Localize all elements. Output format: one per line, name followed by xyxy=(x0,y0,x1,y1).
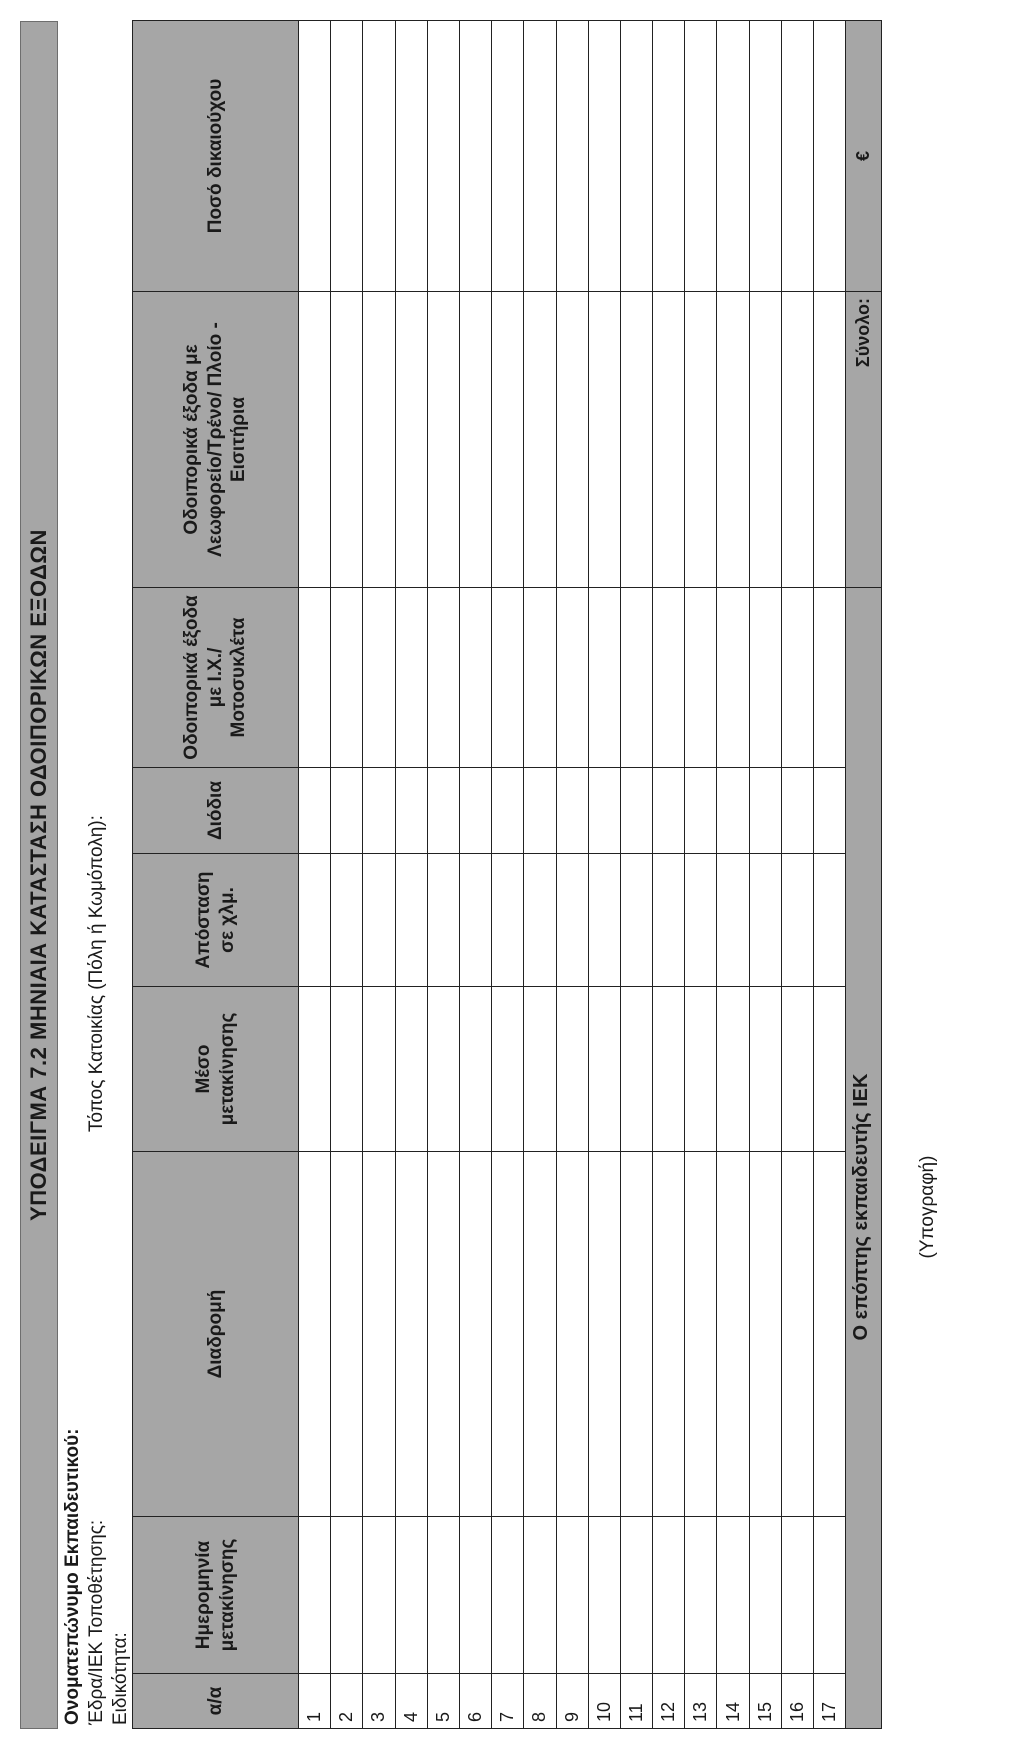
row-number-cell: 11 xyxy=(620,1674,652,1729)
table-row xyxy=(363,21,395,1729)
entry-cell[interactable] xyxy=(492,1152,524,1517)
entry-cell[interactable] xyxy=(620,768,652,854)
total-row xyxy=(846,21,882,1729)
entry-cell[interactable] xyxy=(363,987,395,1152)
entry-cell[interactable] xyxy=(685,854,717,987)
table-row xyxy=(395,21,427,1729)
entry-cell[interactable] xyxy=(620,1517,652,1674)
entry-cell[interactable] xyxy=(717,1517,749,1674)
table-row xyxy=(459,21,491,1729)
document-title: ΥΠΟΔΕΙΓΜΑ 7.2 ΜΗΝΙΑΙΑ ΚΑΤΑΣΤΑΣΗ ΟΔΟΙΠΟΡΙΚΩΝ ΕΞΟΔΩΝ xyxy=(20,21,58,1729)
col-header-distance: Απόσταση σε χλμ. xyxy=(133,854,299,987)
entry-cell[interactable] xyxy=(331,21,363,292)
row-number-cell: 5 xyxy=(427,1674,459,1729)
entry-cell[interactable] xyxy=(781,21,813,292)
entry-cell[interactable] xyxy=(653,987,685,1152)
table-row xyxy=(524,21,556,1729)
entry-cell[interactable] xyxy=(717,588,749,768)
entry-cell[interactable] xyxy=(556,292,588,588)
total-label: Σύνολο: xyxy=(846,292,882,588)
entry-cell[interactable] xyxy=(556,987,588,1152)
entry-cell[interactable] xyxy=(653,1152,685,1517)
entry-cell[interactable] xyxy=(814,987,846,1152)
table-row xyxy=(685,21,717,1729)
entry-cell[interactable] xyxy=(427,987,459,1152)
entry-cell[interactable] xyxy=(459,588,491,768)
entry-cell[interactable] xyxy=(459,987,491,1152)
row-number-cell: 15 xyxy=(749,1674,781,1729)
entry-cell[interactable] xyxy=(331,768,363,854)
entry-cell[interactable] xyxy=(395,1152,427,1517)
row-number-cell: 12 xyxy=(653,1674,685,1729)
table-row xyxy=(781,21,813,1729)
entry-cell[interactable] xyxy=(653,292,685,588)
entry-cell[interactable] xyxy=(524,768,556,854)
entry-cell[interactable] xyxy=(459,768,491,854)
entry-cell[interactable] xyxy=(781,1517,813,1674)
col-header-transport: Μέσο μετακίνησης xyxy=(133,987,299,1152)
total-currency: € xyxy=(846,21,882,292)
entry-cell[interactable] xyxy=(717,768,749,854)
entry-cell[interactable] xyxy=(749,768,781,854)
entry-cell[interactable] xyxy=(620,1152,652,1517)
entry-cell[interactable] xyxy=(524,1517,556,1674)
entry-cell[interactable] xyxy=(814,588,846,768)
table-row xyxy=(717,21,749,1729)
table-row xyxy=(331,21,363,1729)
entry-cell[interactable] xyxy=(588,1517,620,1674)
entry-cell[interactable] xyxy=(363,854,395,987)
entry-cell[interactable] xyxy=(814,1152,846,1517)
entry-cell[interactable] xyxy=(717,854,749,987)
iek-seat-label: Έδρα/ΙΕΚ Τοποθέτησης: xyxy=(86,1519,107,1725)
entry-cell[interactable] xyxy=(395,292,427,588)
entry-cell[interactable] xyxy=(524,1152,556,1517)
entry-cell[interactable] xyxy=(299,768,331,854)
entry-cell[interactable] xyxy=(620,854,652,987)
entry-cell[interactable] xyxy=(814,292,846,588)
expenses-table xyxy=(132,20,882,1729)
entry-cell[interactable] xyxy=(717,21,749,292)
entry-cell[interactable] xyxy=(556,854,588,987)
entry-cell[interactable] xyxy=(749,854,781,987)
entry-cell[interactable] xyxy=(685,21,717,292)
col-header-aa: α/α xyxy=(133,1674,299,1729)
entry-cell[interactable] xyxy=(331,292,363,588)
entry-cell[interactable] xyxy=(299,21,331,292)
entry-cell[interactable] xyxy=(685,987,717,1152)
entry-cell[interactable] xyxy=(427,1152,459,1517)
signature-block xyxy=(850,1007,939,1407)
entry-cell[interactable] xyxy=(781,768,813,854)
entry-cell[interactable] xyxy=(492,292,524,588)
entry-cell[interactable] xyxy=(556,21,588,292)
entry-cell[interactable] xyxy=(299,987,331,1152)
entry-cell[interactable] xyxy=(781,292,813,588)
table-row xyxy=(653,21,685,1729)
entry-cell[interactable] xyxy=(685,1517,717,1674)
entry-cell[interactable] xyxy=(492,588,524,768)
entry-cell[interactable] xyxy=(814,854,846,987)
entry-cell[interactable] xyxy=(459,1517,491,1674)
entry-cell[interactable] xyxy=(524,21,556,292)
entry-cell[interactable] xyxy=(363,21,395,292)
entry-cell[interactable] xyxy=(653,768,685,854)
entry-cell[interactable] xyxy=(749,1517,781,1674)
entry-cell[interactable] xyxy=(653,1517,685,1674)
col-header-tolls: Διόδια xyxy=(133,768,299,854)
entry-cell[interactable] xyxy=(363,1152,395,1517)
entry-cell[interactable] xyxy=(395,854,427,987)
entry-cell[interactable] xyxy=(685,768,717,854)
entry-cell[interactable] xyxy=(781,854,813,987)
teacher-name-label: Ονοματεπώνυμο Εκπαιδευτικού: xyxy=(62,1428,83,1725)
entry-cell[interactable] xyxy=(459,854,491,987)
entry-cell[interactable] xyxy=(395,768,427,854)
entry-cell[interactable] xyxy=(363,1517,395,1674)
entry-cell[interactable] xyxy=(427,588,459,768)
entry-cell[interactable] xyxy=(620,987,652,1152)
entry-cell[interactable] xyxy=(749,21,781,292)
entry-cell[interactable] xyxy=(395,987,427,1152)
entry-cell[interactable] xyxy=(717,1152,749,1517)
entry-cell[interactable] xyxy=(653,588,685,768)
entry-cell[interactable] xyxy=(556,1517,588,1674)
entry-cell[interactable] xyxy=(299,854,331,987)
entry-cell[interactable] xyxy=(459,292,491,588)
entry-cell[interactable] xyxy=(492,987,524,1152)
entry-cell[interactable] xyxy=(588,588,620,768)
row-number-cell: 2 xyxy=(331,1674,363,1729)
entry-cell[interactable] xyxy=(556,1152,588,1517)
entry-cell[interactable] xyxy=(620,292,652,588)
entry-cell[interactable] xyxy=(299,292,331,588)
col-header-route: Διαδρομή xyxy=(133,1152,299,1517)
entry-cell[interactable] xyxy=(331,588,363,768)
entry-cell[interactable] xyxy=(395,1517,427,1674)
entry-cell[interactable] xyxy=(717,292,749,588)
table-row xyxy=(749,21,781,1729)
row-number-cell: 3 xyxy=(363,1674,395,1729)
entry-cell[interactable] xyxy=(620,21,652,292)
entry-cell[interactable] xyxy=(717,987,749,1152)
entry-cell[interactable] xyxy=(685,1152,717,1517)
col-header-ticket-expenses: Οδοιπορικά έξοδα με Λεωφορείο/Τρένο/ Πλοίο - Εισιτήρια xyxy=(133,292,299,588)
entry-cell[interactable] xyxy=(588,292,620,588)
row-number-cell: 1 xyxy=(299,1674,331,1729)
entry-cell[interactable] xyxy=(556,588,588,768)
entry-cell[interactable] xyxy=(524,987,556,1152)
entry-cell[interactable] xyxy=(492,1517,524,1674)
table-row xyxy=(588,21,620,1729)
entry-cell[interactable] xyxy=(363,292,395,588)
entry-cell[interactable] xyxy=(331,1517,363,1674)
table-body xyxy=(299,21,846,1729)
entry-cell[interactable] xyxy=(749,1152,781,1517)
table-row xyxy=(556,21,588,1729)
entry-cell[interactable] xyxy=(781,588,813,768)
entry-cell[interactable] xyxy=(299,588,331,768)
residence-label: Τόπος Κατοικίας (Πόλη ή Κωμόπολη): xyxy=(86,815,107,1132)
entry-cell[interactable] xyxy=(427,292,459,588)
row-number-cell: 16 xyxy=(781,1674,813,1729)
col-header-car-expenses: Οδοιπορικά έξοδα με Ι.Χ./Μοτοσυκλέτα xyxy=(133,588,299,768)
entry-cell[interactable] xyxy=(331,854,363,987)
col-header-date: Ημερομηνία μετακίνησης xyxy=(133,1517,299,1674)
entry-cell[interactable] xyxy=(331,987,363,1152)
signature-label: (Υπογραφή) xyxy=(917,1155,938,1259)
row-number-cell: 7 xyxy=(492,1674,524,1729)
table-row xyxy=(299,21,331,1729)
entry-cell[interactable] xyxy=(492,854,524,987)
entry-cell[interactable] xyxy=(781,1152,813,1517)
entry-cell[interactable] xyxy=(749,987,781,1152)
entry-cell[interactable] xyxy=(653,21,685,292)
entry-cell[interactable] xyxy=(814,21,846,292)
entry-cell[interactable] xyxy=(331,1152,363,1517)
row-number-cell: 17 xyxy=(814,1674,846,1729)
entry-cell[interactable] xyxy=(427,854,459,987)
entry-cell[interactable] xyxy=(363,768,395,854)
specialty-label: Ειδικότητα: xyxy=(110,1632,131,1725)
row-number-cell: 13 xyxy=(685,1674,717,1729)
entry-cell[interactable] xyxy=(588,768,620,854)
row-number-cell: 4 xyxy=(395,1674,427,1729)
entry-cell[interactable] xyxy=(395,21,427,292)
entry-cell[interactable] xyxy=(492,21,524,292)
entry-cell[interactable] xyxy=(588,854,620,987)
row-number-cell: 14 xyxy=(717,1674,749,1729)
entry-cell[interactable] xyxy=(299,1152,331,1517)
entry-cell[interactable] xyxy=(299,1517,331,1674)
entry-cell[interactable] xyxy=(814,768,846,854)
entry-cell[interactable] xyxy=(588,987,620,1152)
entry-cell[interactable] xyxy=(749,588,781,768)
entry-cell[interactable] xyxy=(459,1152,491,1517)
table-row xyxy=(814,21,846,1729)
supervisor-role: Ο επόπτης εκπαιδευτής ΙΕΚ xyxy=(850,1073,872,1341)
entry-cell[interactable] xyxy=(685,292,717,588)
col-header-amount: Ποσό δικαιούχου xyxy=(133,21,299,292)
entry-cell[interactable] xyxy=(492,768,524,854)
entry-cell[interactable] xyxy=(556,768,588,854)
table-header-row xyxy=(133,21,299,1729)
table-row xyxy=(620,21,652,1729)
entry-cell[interactable] xyxy=(685,588,717,768)
row-number-cell: 6 xyxy=(459,1674,491,1729)
table-row xyxy=(492,21,524,1729)
entry-cell[interactable] xyxy=(653,854,685,987)
row-number-cell: 9 xyxy=(556,1674,588,1729)
entry-cell[interactable] xyxy=(363,588,395,768)
entry-cell[interactable] xyxy=(588,1152,620,1517)
entry-cell[interactable] xyxy=(427,768,459,854)
row-number-cell: 8 xyxy=(524,1674,556,1729)
entry-cell[interactable] xyxy=(749,292,781,588)
entry-cell[interactable] xyxy=(395,588,427,768)
table-row xyxy=(427,21,459,1729)
entry-cell[interactable] xyxy=(588,21,620,292)
entry-cell[interactable] xyxy=(524,588,556,768)
entry-cell[interactable] xyxy=(620,588,652,768)
entry-cell[interactable] xyxy=(524,292,556,588)
entry-cell[interactable] xyxy=(781,987,813,1152)
row-number-cell: 10 xyxy=(588,1674,620,1729)
entry-cell[interactable] xyxy=(814,1517,846,1674)
entry-cell[interactable] xyxy=(524,854,556,987)
entry-cell[interactable] xyxy=(459,21,491,292)
entry-cell[interactable] xyxy=(427,1517,459,1674)
entry-cell[interactable] xyxy=(427,21,459,292)
